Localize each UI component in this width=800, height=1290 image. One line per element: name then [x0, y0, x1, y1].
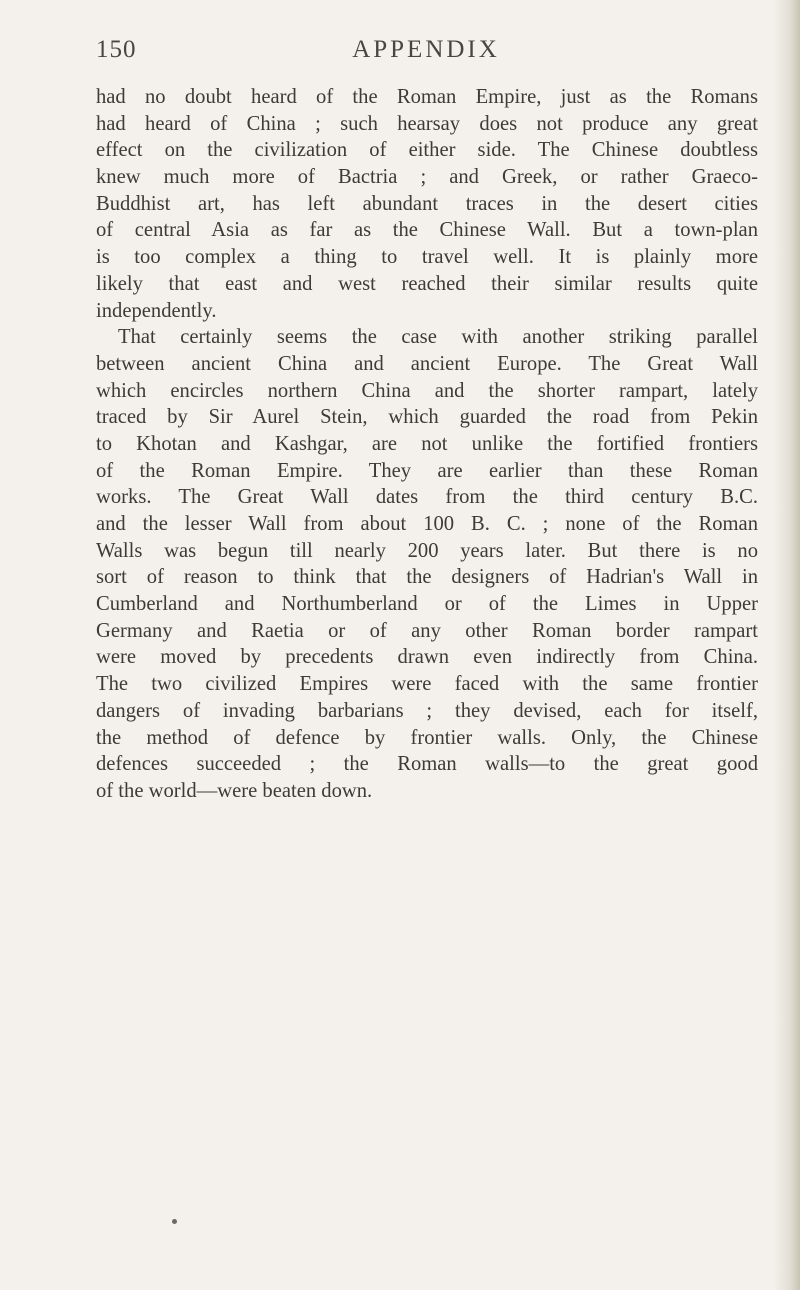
text-line: independently. [96, 299, 217, 322]
body-text [96, 84, 758, 805]
text-line: works. The Great Wall dates from the third century B.C. [96, 486, 758, 509]
text-line: the method of defence by frontier walls. Only, the Chinese [96, 726, 758, 749]
text-line: of the Roman Empire. They are earlier than these Roman [96, 459, 758, 482]
running-head [96, 36, 756, 70]
text-line: Cumberland and Northumberland or of the Limes in Upper [96, 593, 758, 616]
text-line: The two civilized Empires were faced with the same frontier [96, 673, 758, 696]
paragraph-1 [96, 84, 758, 324]
paragraph-2 [96, 324, 758, 804]
ink-speck [172, 1219, 177, 1224]
text-line: knew much more of Bactria ; and Greek, or rather Graeco- [96, 166, 758, 189]
text-line: which encircles northern China and the shorter rampart, lately [96, 379, 758, 402]
text-line: That certainly seems the case with another striking parallel [118, 326, 758, 349]
text-line: effect on the civilization of either side. The Chinese doubtless [96, 139, 758, 162]
page-edge-shadow [774, 0, 800, 1290]
text-line: and the lesser Wall from about 100 B. C. ; none of the Roman [96, 513, 758, 535]
text-line: were moved by precedents drawn even indirectly from China. [96, 646, 758, 669]
text-line: is too complex a thing to travel well. It is plainly more [96, 246, 758, 269]
running-title: APPENDIX [352, 36, 500, 63]
text-line: traced by Sir Aurel Stein, which guarded the road from Pekin [96, 406, 758, 429]
page-number: 150 [96, 36, 137, 63]
text-line: defences succeeded ; the Roman walls—to the great good [96, 753, 758, 776]
text-line: to Khotan and Kashgar, are not unlike the fortified frontiers [96, 432, 758, 455]
text-line: likely that east and west reached their similar results quite [96, 272, 758, 295]
text-line: of the world—were beaten down. [96, 779, 373, 802]
text-line: between ancient China and ancient Europe. The Great Wall [96, 352, 758, 375]
text-line: sort of reason to think that the designers of Hadrian's Wall in [96, 566, 758, 589]
text-line: dangers of invading barbarians ; they devised, each for itself, [96, 699, 758, 722]
text-line: had no doubt heard of the Roman Empire, just as the Romans [96, 86, 758, 108]
text-line: of central Asia as far as the Chinese Wall. But a town-plan [96, 219, 758, 242]
text-line: Walls was begun till nearly 200 years later. But there is no [96, 539, 758, 562]
text-line: Germany and Raetia or of any other Roman border rampart [96, 619, 758, 642]
text-line: Buddhist art, has left abundant traces in the desert cities [96, 192, 758, 215]
text-line: had heard of China ; such hearsay does not produce any great [96, 112, 758, 135]
